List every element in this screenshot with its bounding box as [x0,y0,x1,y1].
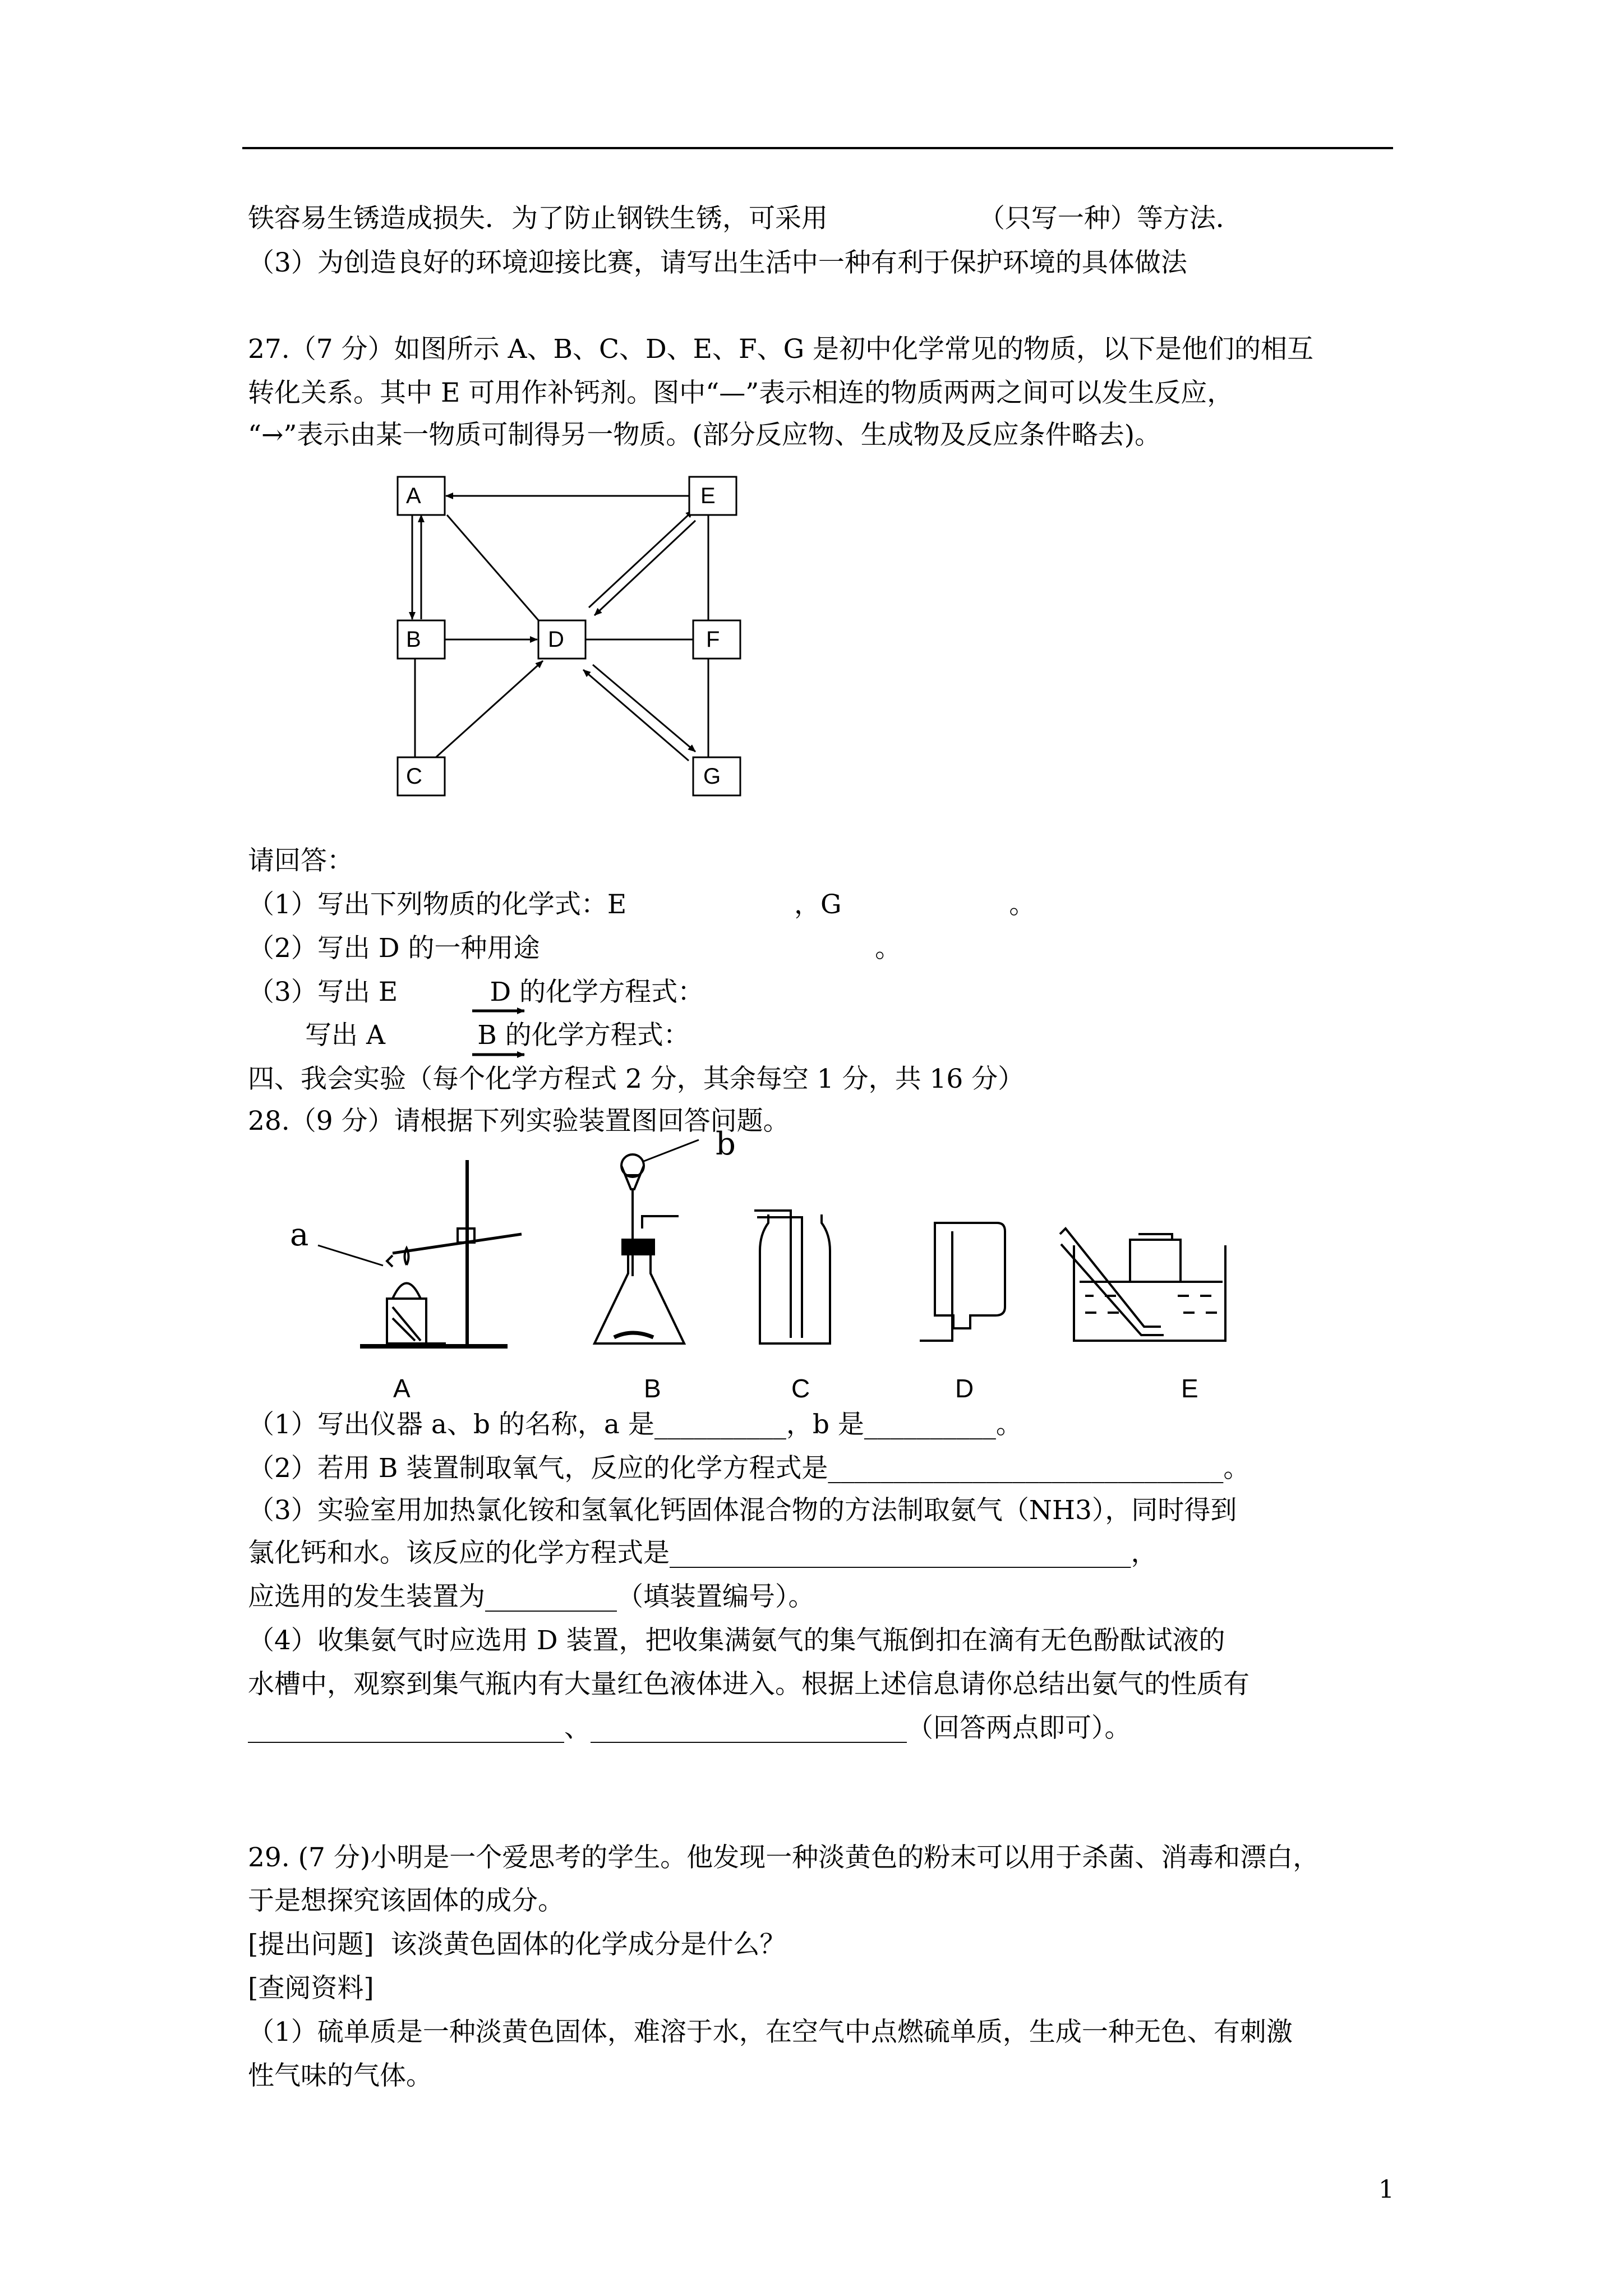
q27-intro-2: 转化关系。其中 E 可用作补钙剂。图中“—”表示相连的物质两两之间可以发生反应， [248,378,1234,408]
svg-text:B: B [406,627,421,652]
q27-sub-1: （1）写出下列物质的化学式：E ，G 。 [248,889,1036,920]
label-a-pointer [318,1245,383,1266]
svg-text:C: C [406,764,422,789]
apparatus-e [1060,1228,1225,1341]
apparatus-c [754,1211,830,1343]
apparatus-label-a: A [393,1374,411,1403]
label-b: b [716,1126,736,1162]
q28-title: 28.（9 分）请根据下列实验装置图回答问题。 [248,1106,790,1137]
apparatus-label-b: B [644,1374,661,1403]
svg-text:E: E [700,484,716,508]
apparatus-a [360,1160,522,1346]
apparatus-d [920,1223,1005,1341]
q28-sub-3a: （3）实验室用加热氯化铵和氢氧化钙固体混合物的方法制取氨气（NH3），同时得到 [248,1495,1237,1526]
label-a: a [290,1217,309,1253]
q29-line-6: 性气味的气体。 [248,2060,432,2091]
q29-line-1: 29. (7 分)小明是一个爱思考的学生。他发现一种淡黄色的粉末可以用于杀菌、消毒和漂白， [248,1842,1320,1873]
q27-sub-2: （2）写出 D 的一种用途 。 [248,933,902,964]
apparatus-b [594,1140,699,1343]
q28-sub-1: （1）写出仪器 a、b 的名称，a 是__________，b 是__________。 [248,1409,1022,1440]
q29-line-4: [查阅资料] [248,1973,374,2004]
q29-line-5: （1）硫单质是一种淡黄色固体，难溶于水，在空气中点燃硫单质，生成一种无色、有刺激 [248,2017,1293,2047]
q27-intro-1: 27.（7 分）如图所示 A、B、C、D、E、F、G 是初中化学常见的物质，以下是他们的相互 [248,334,1314,365]
q28-sub-4b: 水槽中，观察到集气瓶内有大量红色液体进入。根据上述信息请你总结出氨气的性质有 [248,1669,1249,1700]
q27-prompt: 请回答： [248,845,353,876]
q28-sub-4c: ________________________、________________________（回答两点即可）。 [248,1713,1131,1743]
q28-sub-4a: （4）收集氨气时应选用 D 装置，把收集满氨气的集气瓶倒扣在滴有无色酚酞试液的 [248,1625,1225,1656]
q28-sub-2: （2）若用 B 装置制取氧气，反应的化学方程式是______________________________。 [248,1453,1250,1484]
q28-sub-3c: 应选用的发生装置为__________（填装置编号）。 [248,1581,815,1612]
page-number: 1 [1378,2175,1394,2204]
section4-heading: 四、我会实验（每个化学方程式 2 分，其余每空 1 分，共 16 分） [248,1064,1025,1094]
apparatus-label-e: E [1181,1374,1198,1403]
q26-line-2: （3）为创造良好的环境迎接比赛，请写出生活中一种有利于保护环境的具体做法 [248,247,1187,278]
svg-text:G: G [703,764,721,789]
q29-line-2: 于是想探究该固体的成分。 [248,1885,564,1916]
svg-text:A: A [406,484,421,508]
q27-sub-3b: 写出 A B 的化学方程式： [305,1020,690,1051]
svg-text:D: D [548,627,564,652]
q27-intro-3: “→”表示由某一物质可制得另一物质。(部分反应物、生成物及反应条件略去)。 [248,420,1161,450]
q27-sub-3a: （3）写出 E D 的化学方程式： [248,977,704,1007]
apparatus-label-c: C [791,1374,810,1403]
q28-sub-3b: 氯化钙和水。该反应的化学方程式是___________________________________， [248,1538,1158,1568]
apparatus-label-d: D [955,1374,974,1403]
q29-line-3: [提出问题] 该淡黄色固体的化学成分是什么？ [248,1929,786,1960]
svg-text:F: F [706,627,720,652]
q26-line-1: 铁容易生锈造成损失．为了防止钢铁生锈，可采用 （只写一种）等方法． [248,203,1242,234]
